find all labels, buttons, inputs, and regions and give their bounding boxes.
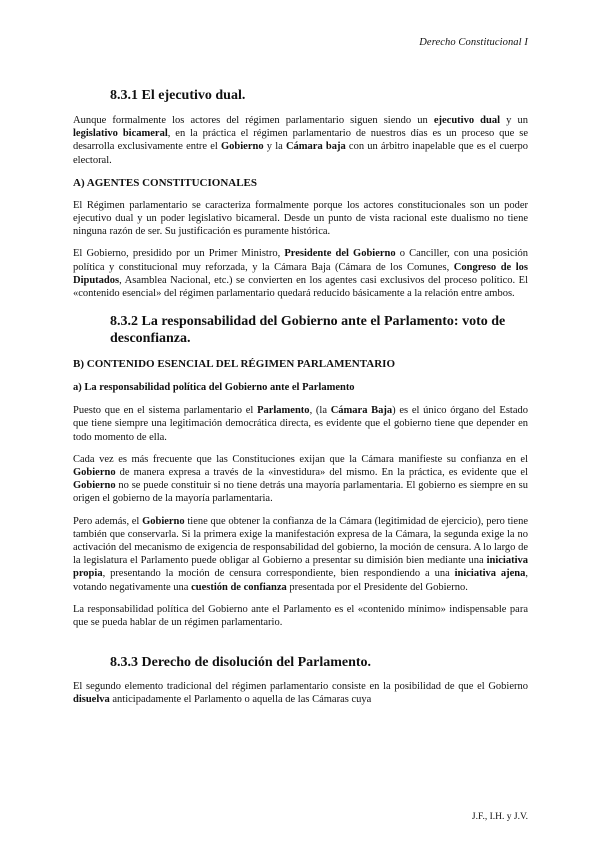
bold-term: Gobierno [142, 515, 185, 527]
text-run: anticipadamente el Parlamento o aquella de las Cámaras cuya [109, 694, 372, 706]
bold-term: Gobierno [73, 480, 116, 492]
text-run: Puesto que en el sistema parlamentario el [73, 405, 258, 417]
paragraph [73, 114, 528, 167]
text-run: Pero además, el [73, 515, 143, 527]
bold-term: Cámara Baja [330, 405, 393, 417]
paragraph [73, 515, 528, 594]
text-run: El Gobierno, presidido por un Primer Ministro, [73, 248, 285, 260]
bold-term: legislativo bicameral [73, 128, 168, 140]
bold-term: cuestión de confianza [191, 581, 287, 593]
page-content [73, 82, 528, 707]
bold-term: Presidente del Gobierno [284, 248, 396, 260]
subsection-heading-responsabilidad: a) La responsabilidad política del Gobierno ante el Parlamento [73, 382, 355, 394]
text-run: y la [263, 141, 286, 153]
section-heading-8-3-3: 8.3.3 Derecho de disolución del Parlamento. [110, 655, 372, 671]
text-run: no se puede constituir si no tiene detrás una mayoría parlamentaria. El gobierno es siempre en su origen el gobierno de la mayoría parlamentaria. [73, 480, 528, 505]
text-run: presentada por el Presidente del Gobierno. [286, 581, 468, 593]
text-run: ) es el único órgano del Estado que tiene siempre una legitimación democrática directa, es evidente que el gobierno tiene que depender en todo momento de ella. [73, 405, 528, 443]
bold-term: Gobierno [73, 467, 116, 479]
section-heading-8-3-2: 8.3.2 La responsabilidad del Gobierno ante el Parlamento: voto de desconfianza. [110, 314, 506, 347]
bold-term: ejecutivo dual [433, 115, 501, 126]
text-run: de manera expresa a través de la «investidura» del mismo. En la práctica, es evidente que el [115, 467, 528, 479]
running-footer: J.F., I.H. y J.V. [471, 812, 528, 822]
paragraph [73, 680, 528, 706]
text-run: Aunque formalmente los actores del régimen parlamentario siguen siendo un [73, 115, 434, 126]
bold-term: iniciativa ajena [454, 568, 526, 580]
bold-term: Parlamento [257, 405, 310, 417]
text-run: con un árbitro inapelable que es el cuerpo electoral. [73, 141, 529, 166]
bold-term: Congreso de los Diputados [73, 261, 528, 286]
subsection-heading-contenido: B) CONTENIDO ESENCIAL DEL RÉGIMEN PARLAMENTARIO [73, 358, 395, 371]
text-run: El Régimen parlamentario se caracteriza formalmente porque los actores constitucionales son un poder ejecutivo dual y un poder legislativo bicameral. Desde un punto de vista racional este dualismo no tiene ninguna razón de ser. Su justificación es puramente histórica. [73, 199, 528, 238]
text-run: El segundo elemento tradicional del régimen parlamentario consiste en la posibilidad de que el Gobierno [73, 681, 528, 693]
text-run: , presentando la moción de censura correspondiente, bien respondiendo a una [102, 568, 455, 580]
bold-term: Gobierno [221, 141, 264, 153]
bold-term: Cámara baja [285, 141, 346, 153]
paragraph [73, 603, 528, 629]
running-header: Derecho Constitucional I [419, 37, 528, 48]
paragraph [73, 199, 528, 239]
text-run: La responsabilidad política del Gobierno ante el Parlamento es el «contenido mínimo» indispensable para que se pueda hablar de un régimen parlamentario. [73, 603, 528, 629]
bold-term: disuelva [73, 694, 110, 706]
section-heading-8-3-1: 8.3.1 El ejecutivo dual. [110, 88, 246, 103]
text-run: tiene que obtener la confianza de la Cámara (legitimidad de ejercicio), pero tiene también que conservarla. Si la primera exige la manifestación expresa de la Cámara, la segunda exige la no activación del mecanismo de exigencia de responsabilidad del gobierno, la moción de censura. A lo largo de la legislatura el Parlamento puede obligar al Gobierno a presentar su dimisión bien mediante una [73, 515, 528, 567]
text-run: , votando negativamente una [73, 568, 528, 593]
paragraph [73, 247, 528, 300]
paragraph [73, 404, 528, 444]
text-run: y un [500, 115, 529, 126]
text-run: , Asamblea Nacional, etc.) se convierten en los agentes casi exclusivos del proceso político. El «contenido esencial» del régimen parlamentario quedará reducido básicamente a la relación entre ambos. [73, 274, 528, 300]
subsection-heading-agentes: A) AGENTES CONSTITUCIONALES [73, 176, 257, 189]
text-run: Cada vez es más frecuente que las Constituciones exijan que la Cámara manifieste su confianza en el [73, 453, 528, 465]
text-run: , (la [309, 405, 331, 417]
paragraph [73, 453, 528, 506]
bold-term: iniciativa propia [73, 555, 528, 580]
text-run: , en la práctica el régimen parlamentario de nuestros días es un proceso que se desarrolla exclusivamente entre el [73, 128, 528, 153]
text-run: o Canciller, con una posición política y constitucional muy reforzada, y la Cámara Baja (Cámara de los Comunes, [73, 248, 529, 273]
